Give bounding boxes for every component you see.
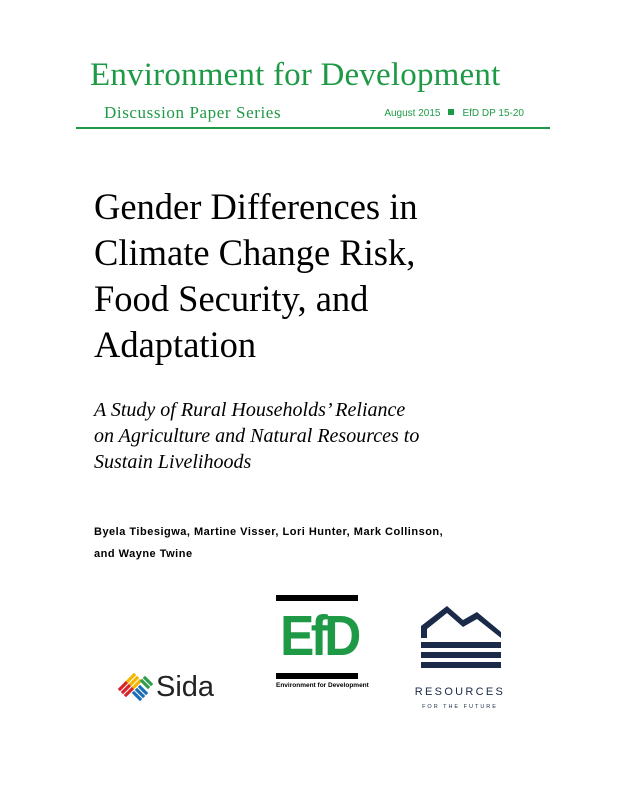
subtitle-line: Sustain Livelihoods (94, 451, 252, 473)
paper-meta (384, 108, 524, 119)
paper-subtitle (94, 397, 534, 475)
subtitle-line: on Agriculture and Natural Resources to (94, 425, 420, 447)
efd-tagline: Environment for Development (276, 682, 369, 689)
author-line: Byela Tibesigwa, Martine Visser, Lori Hunter, Mark Collinson, (94, 526, 444, 538)
title-line: Climate Change Risk, (94, 232, 416, 273)
title-line: Food Security, and (94, 278, 369, 319)
subtitle-line: A Study of Rural Households’ Reliance (94, 399, 406, 421)
sida-wordmark: Sida (156, 671, 215, 703)
sida-logo-icon (116, 673, 154, 703)
author-line: and Wayne Twine (94, 548, 193, 560)
efd-logo (276, 595, 369, 689)
rff-tagline: FOR THE FUTURE (422, 704, 498, 710)
paper-title (94, 184, 534, 368)
rff-mountain-icon (405, 604, 515, 676)
rff-wordmark: RESOURCES (414, 686, 506, 698)
efd-bottom-bar (276, 673, 358, 679)
paper-number: EfD DP 15-20 (462, 108, 524, 119)
series-subtitle: Discussion Paper Series (104, 103, 282, 122)
square-bullet-icon (448, 109, 454, 115)
title-line: Gender Differences in (94, 186, 418, 227)
series-title: Environment for Development (90, 57, 501, 93)
header-divider (76, 127, 550, 129)
efd-letters: EfD (280, 604, 358, 668)
author-list (94, 521, 534, 565)
paper-date: August 2015 (384, 108, 441, 119)
title-line: Adaptation (94, 324, 257, 365)
